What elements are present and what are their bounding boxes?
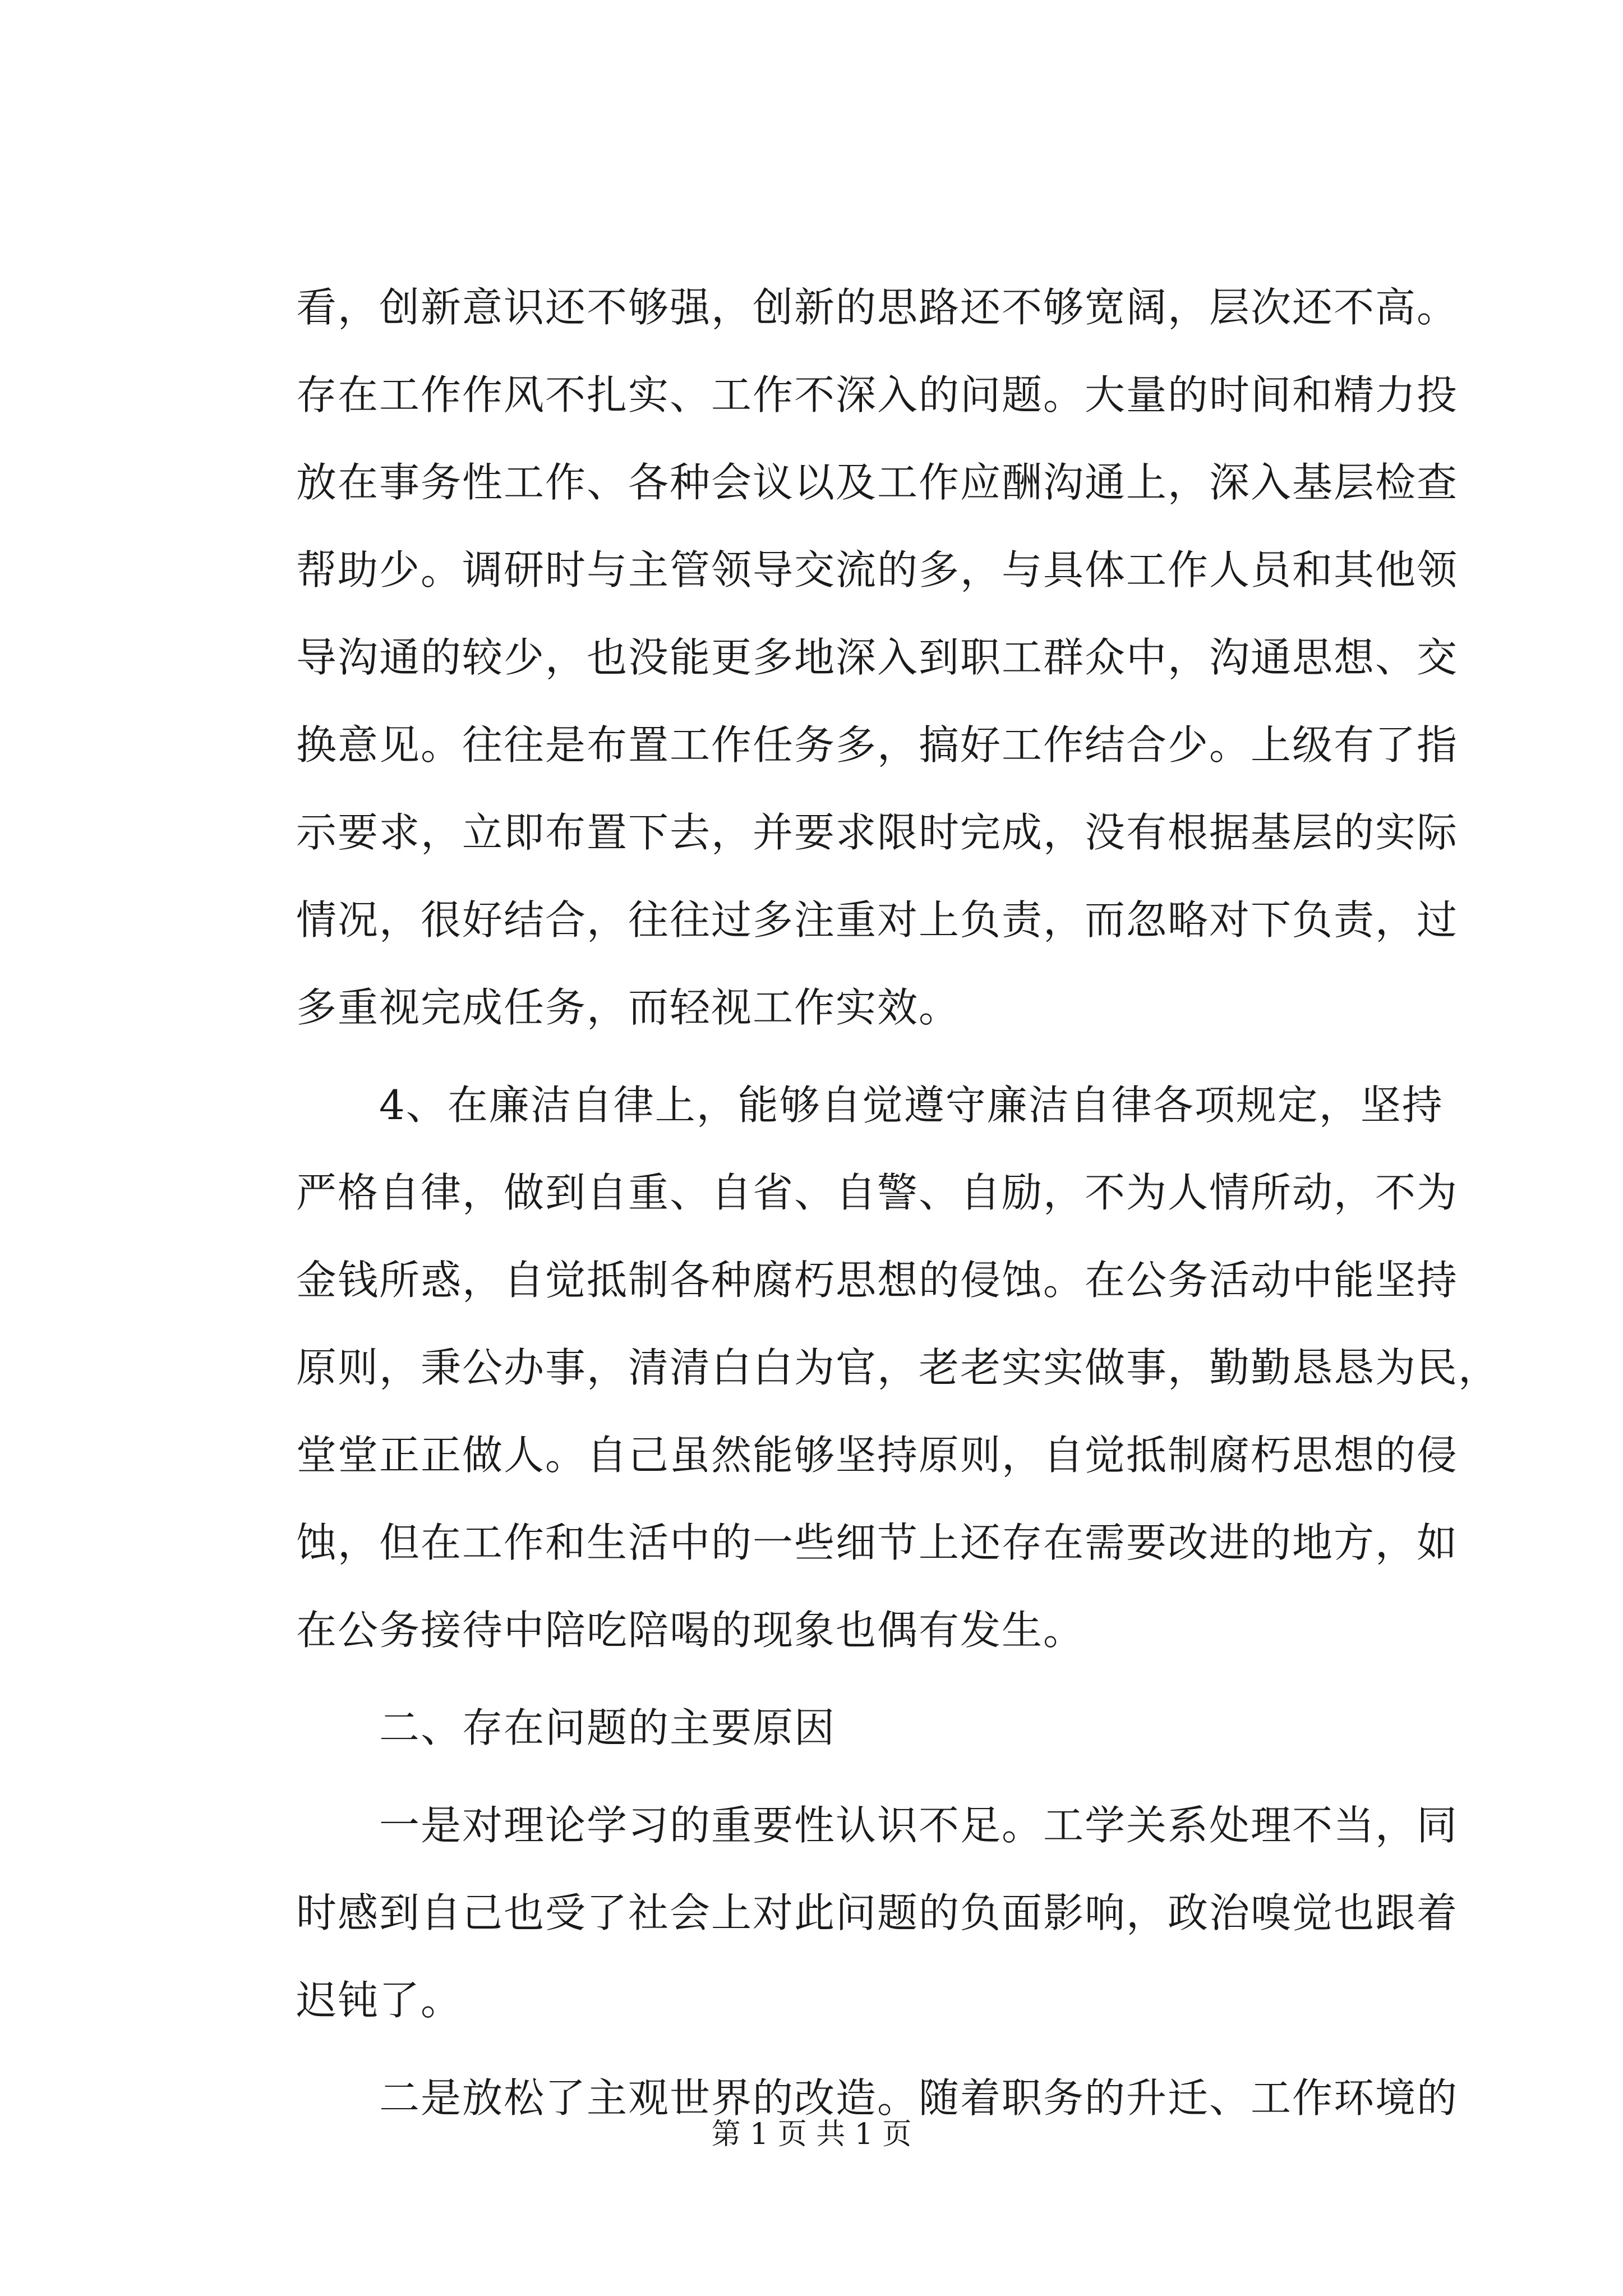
document-body <box>296 264 1500 2142</box>
text-line: 存在工作作风不扎实、工作不深入的问题。大量的时间和精力投 <box>296 371 1459 418</box>
text-line: 时感到自己也受了社会上对此问题的负面影响，政治嗅觉也跟着 <box>296 1889 1459 1936</box>
text-line: 二是放松了主观世界的改造。随着职务的升迁、工作环境的 <box>379 2074 1459 2122</box>
text-line: 一是对理论学习的重要性认识不足。工学关系处理不当，同 <box>379 1802 1459 1849</box>
paragraph-reason-one <box>296 1782 1459 2044</box>
text-line: 在公务接待中陪吃陪喝的现象也偶有发生。 <box>296 1607 1085 1654</box>
paragraph-integrity <box>296 1061 1500 1674</box>
section-heading-text: 二、存在问题的主要原因 <box>379 1704 836 1751</box>
text-line: 严格自律，做到自重、自省、自警、自励，不为人情所动，不为 <box>296 1169 1459 1216</box>
text-line: 示要求，立即布置下去，并要求限时完成，没有根据基层的实际 <box>296 809 1459 856</box>
text-line: 迟钝了。 <box>296 1977 463 2024</box>
text-line: 看，创新意识还不够强，创新的思路还不够宽阔，层次还不高。 <box>296 284 1459 331</box>
text-line: 4、在廉洁自律上，能够自觉遵守廉洁自律各项规定，坚持 <box>379 1082 1444 1129</box>
text-line: 堂堂正正做人。自己虽然能够坚持原则，自觉抵制腐朽思想的侵 <box>296 1432 1459 1479</box>
text-line: 情况，很好结合，往往过多注重对上负责，而忽略对下负责，过 <box>296 896 1459 944</box>
text-line: 蚀，但在工作和生活中的一些细节上还存在需要改进的地方，如 <box>296 1519 1459 1566</box>
text-line: 原则，秉公办事，清清白白为官，老老实实做事，勤勤恳恳为民， <box>296 1344 1500 1391</box>
text-line: 换意见。往往是布置工作任务多，搞好工作结合少。上级有了指 <box>296 721 1459 769</box>
text-line: 放在事务性工作、各种会议以及工作应酬沟通上，深入基层检查 <box>296 459 1459 506</box>
text-line: 帮助少。调研时与主管领导交流的多，与具体工作人员和其他领 <box>296 546 1459 593</box>
section-heading <box>296 1684 1412 1772</box>
paragraph-work-style <box>296 264 1459 1051</box>
text-line: 多重视完成任务，而轻视工作实效。 <box>296 984 961 1031</box>
text-line: 金钱所惑，自觉抵制各种腐朽思想的侵蚀。在公务活动中能坚持 <box>296 1257 1459 1304</box>
text-line: 导沟通的较少，也没能更多地深入到职工群众中，沟通思想、交 <box>296 634 1459 681</box>
page-footer: 第 1 页 共 1 页 <box>711 2118 912 2151</box>
